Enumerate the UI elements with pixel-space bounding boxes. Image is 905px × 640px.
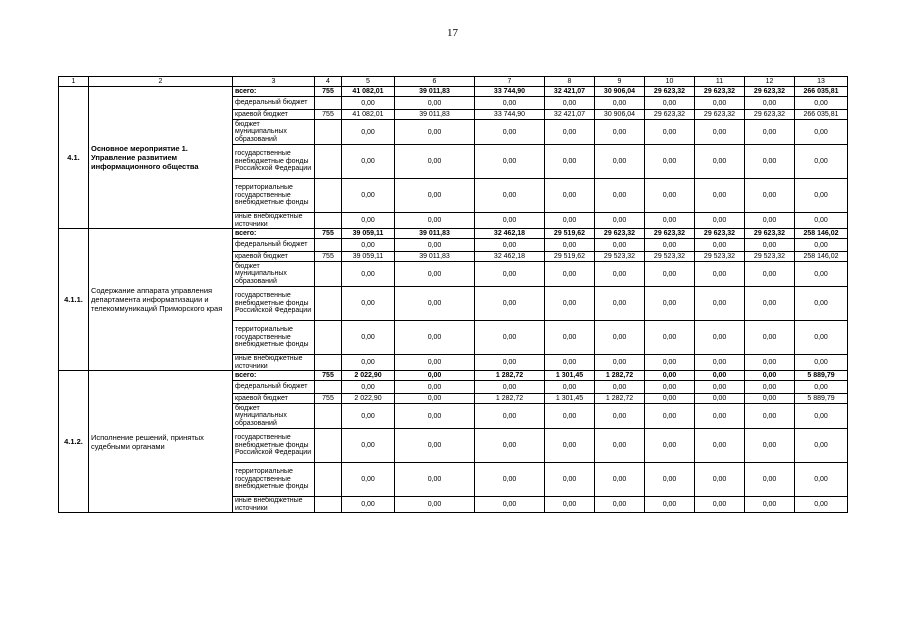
amount-cell: 0,00 xyxy=(595,381,645,394)
amount-cell: 29 623,32 xyxy=(645,110,695,120)
amount-cell: 0,00 xyxy=(342,179,395,213)
amount-cell: 0,00 xyxy=(342,497,395,513)
amount-cell: 0,00 xyxy=(795,145,848,179)
amount-cell: 0,00 xyxy=(395,213,475,229)
amount-cell: 0,00 xyxy=(695,497,745,513)
column-header: 13 xyxy=(795,77,848,87)
amount-cell: 39 011,83 xyxy=(395,110,475,120)
amount-cell: 0,00 xyxy=(342,429,395,463)
funding-source: бюджет муниципальных образований xyxy=(233,404,315,429)
grbs-code xyxy=(315,404,342,429)
amount-cell: 0,00 xyxy=(795,404,848,429)
funding-source: иные внебюджетные источники xyxy=(233,497,315,513)
amount-cell: 29 623,32 xyxy=(695,87,745,97)
amount-cell: 0,00 xyxy=(342,120,395,145)
amount-cell: 0,00 xyxy=(745,179,795,213)
amount-cell: 1 301,45 xyxy=(545,371,595,381)
amount-cell: 29 623,32 xyxy=(745,229,795,239)
amount-cell: 0,00 xyxy=(795,97,848,110)
amount-cell: 0,00 xyxy=(395,287,475,321)
amount-cell: 1 282,72 xyxy=(475,394,545,404)
funding-source: территориальные государственные внебюджетные фонды xyxy=(233,179,315,213)
amount-cell: 0,00 xyxy=(595,179,645,213)
funding-source: территориальные государственные внебюджетные фонды xyxy=(233,321,315,355)
amount-cell: 39 059,11 xyxy=(342,229,395,239)
amount-cell: 0,00 xyxy=(695,179,745,213)
amount-cell: 0,00 xyxy=(595,497,645,513)
amount-cell: 0,00 xyxy=(745,404,795,429)
amount-cell: 39 011,83 xyxy=(395,252,475,262)
amount-cell: 0,00 xyxy=(695,404,745,429)
amount-cell: 0,00 xyxy=(645,321,695,355)
amount-cell: 0,00 xyxy=(745,371,795,381)
amount-cell: 0,00 xyxy=(342,239,395,252)
amount-cell: 0,00 xyxy=(545,239,595,252)
amount-cell: 0,00 xyxy=(595,404,645,429)
amount-cell: 0,00 xyxy=(475,355,545,371)
amount-cell: 0,00 xyxy=(475,213,545,229)
amount-cell: 0,00 xyxy=(645,239,695,252)
amount-cell: 0,00 xyxy=(475,262,545,287)
item-name: Содержание аппарата управления департамента информатизации и телекоммуникаций Приморского края xyxy=(89,229,233,371)
amount-cell: 0,00 xyxy=(342,381,395,394)
amount-cell: 0,00 xyxy=(595,97,645,110)
amount-cell: 0,00 xyxy=(342,463,395,497)
amount-cell: 0,00 xyxy=(395,120,475,145)
funding-source: государственные внебюджетные фонды Российской Федерации xyxy=(233,145,315,179)
grbs-code xyxy=(315,321,342,355)
amount-cell: 0,00 xyxy=(475,97,545,110)
amount-cell: 0,00 xyxy=(695,145,745,179)
amount-cell: 0,00 xyxy=(745,497,795,513)
amount-cell: 0,00 xyxy=(645,145,695,179)
funding-source: краевой бюджет xyxy=(233,252,315,262)
funding-source: иные внебюджетные источники xyxy=(233,213,315,229)
amount-cell: 0,00 xyxy=(595,287,645,321)
amount-cell: 0,00 xyxy=(695,429,745,463)
amount-cell: 0,00 xyxy=(395,179,475,213)
amount-cell: 0,00 xyxy=(695,97,745,110)
amount-cell: 0,00 xyxy=(645,381,695,394)
funding-source: бюджет муниципальных образований xyxy=(233,262,315,287)
amount-cell: 29 523,32 xyxy=(645,252,695,262)
funding-source: бюджет муниципальных образований xyxy=(233,120,315,145)
amount-cell: 0,00 xyxy=(695,120,745,145)
amount-cell: 0,00 xyxy=(645,287,695,321)
amount-cell: 0,00 xyxy=(645,463,695,497)
amount-cell: 0,00 xyxy=(342,404,395,429)
amount-cell: 0,00 xyxy=(545,179,595,213)
table-row-total xyxy=(59,371,848,381)
amount-cell: 0,00 xyxy=(795,287,848,321)
amount-cell: 0,00 xyxy=(475,497,545,513)
amount-cell: 0,00 xyxy=(475,239,545,252)
amount-cell: 0,00 xyxy=(695,239,745,252)
amount-cell: 0,00 xyxy=(545,97,595,110)
grbs-code xyxy=(315,429,342,463)
column-header: 4 xyxy=(315,77,342,87)
item-code: 4.1.1. xyxy=(59,229,89,371)
amount-cell: 32 421,07 xyxy=(545,110,595,120)
funding-source: всего: xyxy=(233,87,315,97)
funding-source: территориальные государственные внебюджетные фонды xyxy=(233,463,315,497)
amount-cell: 30 906,04 xyxy=(595,110,645,120)
amount-cell: 0,00 xyxy=(545,287,595,321)
grbs-code: 755 xyxy=(315,371,342,381)
amount-cell: 0,00 xyxy=(395,463,475,497)
amount-cell: 0,00 xyxy=(795,120,848,145)
grbs-code xyxy=(315,497,342,513)
funding-source: государственные внебюджетные фонды Российской Федерации xyxy=(233,429,315,463)
budget-table xyxy=(58,76,848,513)
amount-cell: 0,00 xyxy=(595,355,645,371)
amount-cell: 0,00 xyxy=(395,239,475,252)
page-number: 17 xyxy=(447,27,458,39)
amount-cell: 0,00 xyxy=(645,97,695,110)
amount-cell: 0,00 xyxy=(695,394,745,404)
amount-cell: 0,00 xyxy=(475,381,545,394)
amount-cell: 0,00 xyxy=(645,179,695,213)
column-header: 12 xyxy=(745,77,795,87)
amount-cell: 0,00 xyxy=(645,429,695,463)
amount-cell: 0,00 xyxy=(695,262,745,287)
amount-cell: 1 301,45 xyxy=(545,394,595,404)
amount-cell: 0,00 xyxy=(745,239,795,252)
amount-cell: 0,00 xyxy=(342,213,395,229)
amount-cell: 0,00 xyxy=(545,145,595,179)
column-header: 11 xyxy=(695,77,745,87)
table-body xyxy=(59,77,848,513)
table-row-total xyxy=(59,87,848,97)
amount-cell: 0,00 xyxy=(595,429,645,463)
amount-cell: 0,00 xyxy=(395,355,475,371)
amount-cell: 258 146,02 xyxy=(795,229,848,239)
amount-cell: 0,00 xyxy=(795,321,848,355)
amount-cell: 0,00 xyxy=(745,463,795,497)
amount-cell: 29 519,62 xyxy=(545,252,595,262)
grbs-code xyxy=(315,120,342,145)
amount-cell: 29 623,32 xyxy=(645,229,695,239)
item-name: Исполнение решений, принятых судебными органами xyxy=(89,371,233,513)
amount-cell: 32 462,18 xyxy=(475,252,545,262)
funding-source: всего: xyxy=(233,229,315,239)
amount-cell: 0,00 xyxy=(745,355,795,371)
grbs-code xyxy=(315,287,342,321)
amount-cell: 1 282,72 xyxy=(595,371,645,381)
column-header-row xyxy=(59,77,848,87)
grbs-code xyxy=(315,179,342,213)
amount-cell: 39 059,11 xyxy=(342,252,395,262)
amount-cell: 0,00 xyxy=(475,321,545,355)
amount-cell: 0,00 xyxy=(745,394,795,404)
amount-cell: 29 623,32 xyxy=(695,110,745,120)
amount-cell: 266 035,81 xyxy=(795,110,848,120)
funding-source: федеральный бюджет xyxy=(233,97,315,110)
amount-cell: 0,00 xyxy=(795,239,848,252)
amount-cell: 39 011,83 xyxy=(395,87,475,97)
funding-source: государственные внебюджетные фонды Российской Федерации xyxy=(233,287,315,321)
amount-cell: 0,00 xyxy=(745,213,795,229)
amount-cell: 39 011,83 xyxy=(395,229,475,239)
amount-cell: 29 523,32 xyxy=(595,252,645,262)
column-header: 8 xyxy=(545,77,595,87)
amount-cell: 32 421,07 xyxy=(545,87,595,97)
amount-cell: 0,00 xyxy=(595,321,645,355)
amount-cell: 29 523,32 xyxy=(695,252,745,262)
column-header: 6 xyxy=(395,77,475,87)
amount-cell: 0,00 xyxy=(342,287,395,321)
amount-cell: 0,00 xyxy=(745,381,795,394)
amount-cell: 41 082,01 xyxy=(342,110,395,120)
grbs-code xyxy=(315,381,342,394)
amount-cell: 0,00 xyxy=(645,213,695,229)
column-header: 1 xyxy=(59,77,89,87)
amount-cell: 0,00 xyxy=(342,97,395,110)
amount-cell: 0,00 xyxy=(342,355,395,371)
amount-cell: 0,00 xyxy=(645,497,695,513)
funding-source: краевой бюджет xyxy=(233,394,315,404)
amount-cell: 1 282,72 xyxy=(595,394,645,404)
amount-cell: 0,00 xyxy=(645,355,695,371)
table-row-total xyxy=(59,229,848,239)
amount-cell: 266 035,81 xyxy=(795,87,848,97)
amount-cell: 0,00 xyxy=(645,394,695,404)
amount-cell: 0,00 xyxy=(645,120,695,145)
amount-cell: 0,00 xyxy=(795,213,848,229)
amount-cell: 0,00 xyxy=(795,429,848,463)
amount-cell: 0,00 xyxy=(595,239,645,252)
amount-cell: 0,00 xyxy=(745,120,795,145)
amount-cell: 0,00 xyxy=(475,463,545,497)
amount-cell: 0,00 xyxy=(695,381,745,394)
amount-cell: 0,00 xyxy=(795,463,848,497)
amount-cell: 0,00 xyxy=(645,262,695,287)
amount-cell: 0,00 xyxy=(395,404,475,429)
amount-cell: 0,00 xyxy=(395,497,475,513)
amount-cell: 0,00 xyxy=(795,179,848,213)
grbs-code xyxy=(315,355,342,371)
amount-cell: 0,00 xyxy=(395,394,475,404)
amount-cell: 0,00 xyxy=(395,321,475,355)
amount-cell: 33 744,90 xyxy=(475,110,545,120)
amount-cell: 0,00 xyxy=(745,429,795,463)
amount-cell: 0,00 xyxy=(475,179,545,213)
column-header: 5 xyxy=(342,77,395,87)
grbs-code: 755 xyxy=(315,252,342,262)
amount-cell: 29 623,32 xyxy=(695,229,745,239)
amount-cell: 0,00 xyxy=(545,120,595,145)
grbs-code xyxy=(315,463,342,497)
amount-cell: 258 146,02 xyxy=(795,252,848,262)
amount-cell: 0,00 xyxy=(342,145,395,179)
amount-cell: 0,00 xyxy=(342,321,395,355)
amount-cell: 0,00 xyxy=(595,463,645,497)
grbs-code xyxy=(315,239,342,252)
amount-cell: 0,00 xyxy=(795,381,848,394)
amount-cell: 0,00 xyxy=(695,321,745,355)
amount-cell: 0,00 xyxy=(545,429,595,463)
column-header: 9 xyxy=(595,77,645,87)
grbs-code xyxy=(315,97,342,110)
item-code: 4.1. xyxy=(59,87,89,229)
amount-cell: 0,00 xyxy=(475,120,545,145)
amount-cell: 29 523,32 xyxy=(745,252,795,262)
amount-cell: 29 623,32 xyxy=(745,110,795,120)
amount-cell: 29 519,62 xyxy=(545,229,595,239)
amount-cell: 0,00 xyxy=(595,120,645,145)
amount-cell: 0,00 xyxy=(695,287,745,321)
amount-cell: 41 082,01 xyxy=(342,87,395,97)
amount-cell: 33 744,90 xyxy=(475,87,545,97)
amount-cell: 0,00 xyxy=(595,145,645,179)
amount-cell: 2 022,90 xyxy=(342,371,395,381)
amount-cell: 0,00 xyxy=(545,404,595,429)
funding-source: федеральный бюджет xyxy=(233,381,315,394)
amount-cell: 0,00 xyxy=(745,145,795,179)
amount-cell: 0,00 xyxy=(695,213,745,229)
amount-cell: 0,00 xyxy=(745,97,795,110)
amount-cell: 0,00 xyxy=(395,145,475,179)
grbs-code xyxy=(315,262,342,287)
amount-cell: 0,00 xyxy=(342,262,395,287)
amount-cell: 0,00 xyxy=(475,404,545,429)
funding-source: федеральный бюджет xyxy=(233,239,315,252)
amount-cell: 0,00 xyxy=(395,429,475,463)
grbs-code: 755 xyxy=(315,229,342,239)
amount-cell: 1 282,72 xyxy=(475,371,545,381)
amount-cell: 0,00 xyxy=(745,287,795,321)
amount-cell: 32 462,18 xyxy=(475,229,545,239)
amount-cell: 0,00 xyxy=(475,429,545,463)
amount-cell: 0,00 xyxy=(595,213,645,229)
amount-cell: 2 022,90 xyxy=(342,394,395,404)
column-header: 10 xyxy=(645,77,695,87)
amount-cell: 0,00 xyxy=(795,355,848,371)
amount-cell: 0,00 xyxy=(645,404,695,429)
amount-cell: 5 889,79 xyxy=(795,371,848,381)
amount-cell: 5 889,79 xyxy=(795,394,848,404)
amount-cell: 30 906,04 xyxy=(595,87,645,97)
amount-cell: 0,00 xyxy=(475,287,545,321)
amount-cell: 0,00 xyxy=(595,262,645,287)
amount-cell: 0,00 xyxy=(545,262,595,287)
amount-cell: 0,00 xyxy=(395,381,475,394)
grbs-code: 755 xyxy=(315,394,342,404)
amount-cell: 29 623,32 xyxy=(745,87,795,97)
amount-cell: 0,00 xyxy=(695,371,745,381)
grbs-code: 755 xyxy=(315,87,342,97)
item-name: Основное мероприятие 1. Управление развитием информационного общества xyxy=(89,87,233,229)
amount-cell: 0,00 xyxy=(545,321,595,355)
grbs-code xyxy=(315,213,342,229)
amount-cell: 0,00 xyxy=(395,371,475,381)
amount-cell: 0,00 xyxy=(745,262,795,287)
amount-cell: 29 623,32 xyxy=(645,87,695,97)
amount-cell: 0,00 xyxy=(645,371,695,381)
amount-cell: 0,00 xyxy=(545,381,595,394)
amount-cell: 0,00 xyxy=(545,497,595,513)
amount-cell: 0,00 xyxy=(545,463,595,497)
amount-cell: 0,00 xyxy=(795,497,848,513)
column-header: 3 xyxy=(233,77,315,87)
funding-source: всего: xyxy=(233,371,315,381)
column-header: 2 xyxy=(89,77,233,87)
amount-cell: 0,00 xyxy=(545,355,595,371)
amount-cell: 0,00 xyxy=(395,97,475,110)
grbs-code xyxy=(315,145,342,179)
amount-cell: 0,00 xyxy=(795,262,848,287)
amount-cell: 0,00 xyxy=(695,463,745,497)
amount-cell: 0,00 xyxy=(745,321,795,355)
funding-source: краевой бюджет xyxy=(233,110,315,120)
amount-cell: 0,00 xyxy=(695,355,745,371)
funding-source: иные внебюджетные источники xyxy=(233,355,315,371)
item-code: 4.1.2. xyxy=(59,371,89,513)
amount-cell: 0,00 xyxy=(475,145,545,179)
amount-cell: 0,00 xyxy=(395,262,475,287)
amount-cell: 0,00 xyxy=(545,213,595,229)
column-header: 7 xyxy=(475,77,545,87)
amount-cell: 29 623,32 xyxy=(595,229,645,239)
grbs-code: 755 xyxy=(315,110,342,120)
